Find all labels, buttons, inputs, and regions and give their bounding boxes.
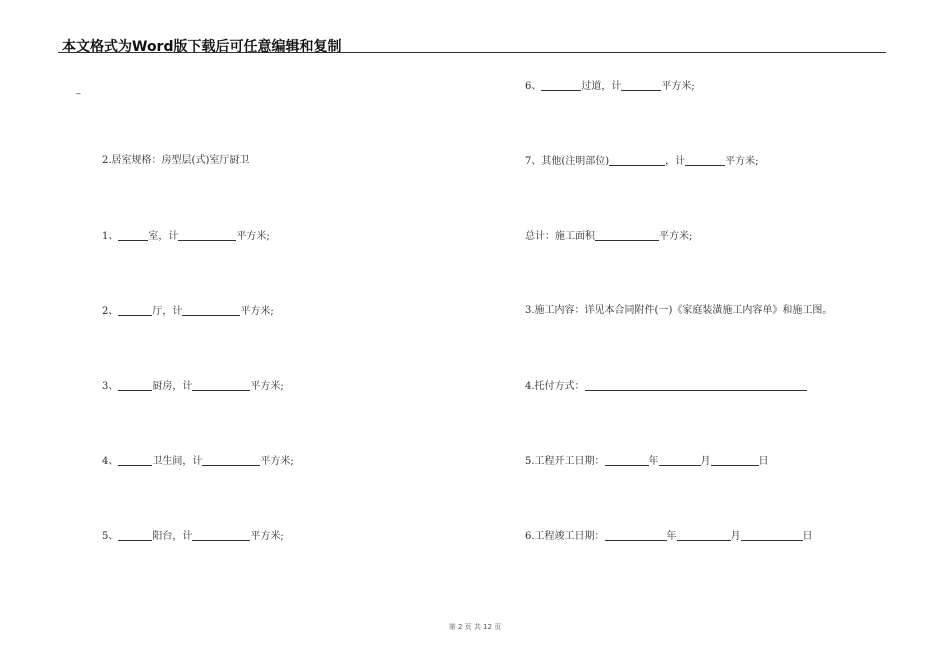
blank-field[interactable]	[659, 455, 701, 466]
corridor-line	[525, 80, 695, 93]
day-label: 日	[758, 456, 769, 467]
other-area-line	[525, 155, 759, 168]
unit-label: 平方米;	[661, 81, 695, 92]
stray-mark: _	[76, 85, 81, 95]
living-room-line	[102, 305, 274, 318]
blank-field[interactable]	[585, 380, 807, 391]
item-label: 厅，计	[152, 306, 183, 317]
month-label: 月	[700, 456, 711, 467]
unit-label: 平方米;	[659, 231, 693, 242]
unit-label: 平方米;	[240, 306, 274, 317]
start-date-line	[525, 455, 769, 468]
room-spec-line	[102, 155, 249, 167]
item-number: 6、	[525, 81, 542, 92]
blank-field[interactable]	[595, 230, 659, 241]
total-label: 总计：施工面积	[525, 231, 595, 242]
balcony-line	[102, 530, 284, 543]
blank-field[interactable]	[609, 155, 665, 166]
item-label: 卫生间，计	[152, 456, 203, 467]
item-label: 阳台，计	[152, 531, 193, 542]
blank-field[interactable]	[541, 80, 581, 91]
item-number: 3、	[102, 381, 119, 392]
total-area-line	[525, 230, 692, 243]
item-label: 室，计	[148, 231, 179, 242]
month-label: 月	[730, 531, 741, 542]
unit-label: 平方米;	[236, 231, 270, 242]
bedroom-line	[102, 230, 270, 243]
year-label: 年	[648, 456, 659, 467]
header-divider	[58, 52, 886, 53]
construction-content-text: 3.施工内容：详见本合同附件(一)《家庭装潢施工内容单》和施工图。	[525, 305, 833, 316]
blank-field[interactable]	[118, 455, 152, 466]
blank-field[interactable]	[621, 80, 661, 91]
item-label: 7、其他(注明部位)	[525, 156, 610, 167]
item-number: 5、	[102, 531, 119, 542]
room-spec-text: 2.居室规格：房型层(式)室厅厨卫	[102, 155, 250, 166]
unit-label: 平方米;	[250, 531, 284, 542]
item-number: 2、	[102, 306, 119, 317]
blank-field[interactable]	[118, 305, 152, 316]
end-date-label: 6.工程竣工日期：	[525, 531, 605, 542]
start-date-label: 5.工程开工日期：	[525, 456, 605, 467]
blank-field[interactable]	[605, 455, 649, 466]
blank-field[interactable]	[118, 380, 152, 391]
blank-field[interactable]	[711, 455, 759, 466]
payment-label: 4.托付方式：	[525, 381, 585, 392]
bathroom-line	[102, 455, 294, 468]
blank-field[interactable]	[202, 455, 260, 466]
year-label: 年	[666, 531, 677, 542]
item-number: 4、	[102, 456, 119, 467]
unit-label: 平方米;	[725, 156, 759, 167]
blank-field[interactable]	[741, 530, 803, 541]
unit-label: 平方米;	[260, 456, 294, 467]
document-header-title: 本文格式为Word版下载后可任意编辑和复制	[62, 39, 342, 55]
item-label: 过道，计	[581, 81, 622, 92]
blank-field[interactable]	[118, 230, 148, 241]
blank-field[interactable]	[192, 380, 250, 391]
blank-field[interactable]	[605, 530, 667, 541]
item-label: 厨房，计	[152, 381, 193, 392]
blank-field[interactable]	[118, 530, 152, 541]
day-label: 日	[802, 531, 813, 542]
kitchen-line	[102, 380, 284, 393]
page-footer: 第 2 页 共 12 页	[448, 623, 502, 631]
payment-method-line	[525, 380, 807, 393]
unit-label: 平方米;	[250, 381, 284, 392]
construction-content-line	[525, 305, 832, 317]
item-number: 1、	[102, 231, 119, 242]
blank-field[interactable]	[677, 530, 731, 541]
blank-field[interactable]	[192, 530, 250, 541]
blank-field[interactable]	[178, 230, 236, 241]
item-label: ，计	[665, 156, 686, 167]
blank-field[interactable]	[182, 305, 240, 316]
blank-field[interactable]	[685, 155, 725, 166]
end-date-line	[525, 530, 813, 543]
